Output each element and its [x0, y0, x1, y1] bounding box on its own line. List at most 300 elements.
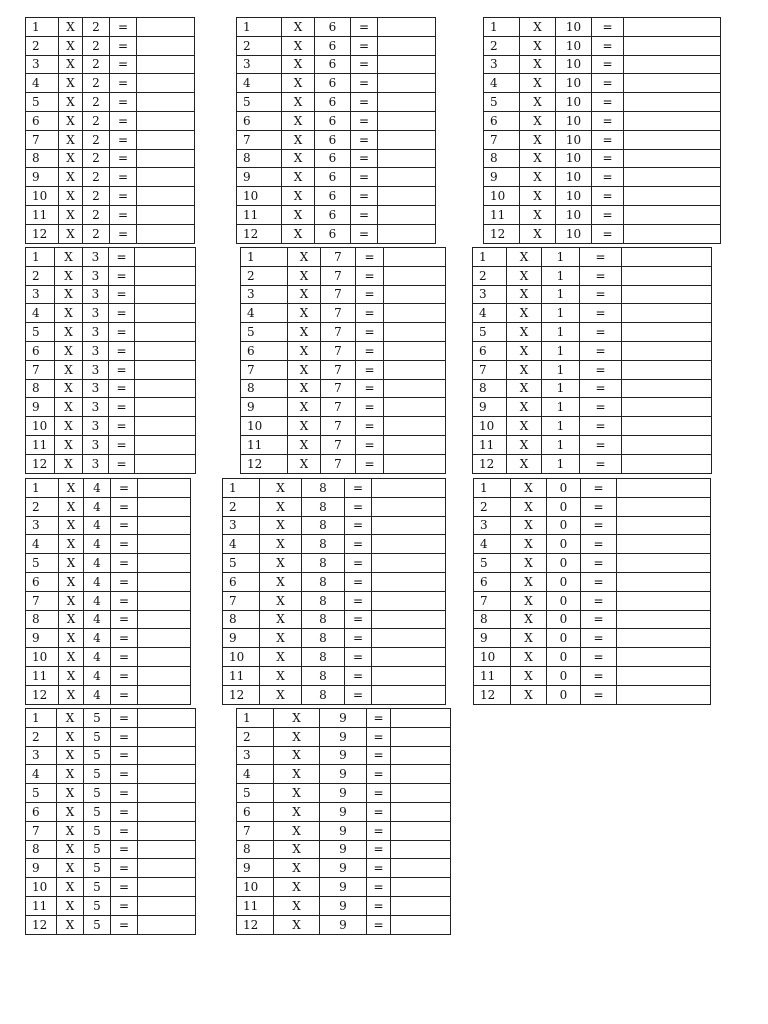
- answer-cell[interactable]: [135, 417, 196, 436]
- table-row: [241, 417, 446, 436]
- factor-cell: 8: [302, 648, 345, 667]
- answer-cell[interactable]: [622, 285, 712, 304]
- answer-cell[interactable]: [138, 878, 196, 897]
- answer-cell[interactable]: [138, 648, 191, 667]
- answer-cell[interactable]: [624, 149, 721, 168]
- answer-cell[interactable]: [391, 878, 451, 897]
- answer-cell[interactable]: [622, 248, 712, 267]
- multiplicand-cell: 1: [26, 479, 59, 498]
- factor-cell: 1: [542, 323, 580, 342]
- answer-cell[interactable]: [384, 360, 446, 379]
- answer-cell[interactable]: [391, 915, 451, 934]
- times-cell: X: [59, 648, 84, 667]
- multiplicand-cell: 7: [237, 821, 274, 840]
- answer-cell[interactable]: [138, 802, 196, 821]
- times-cell: X: [274, 727, 320, 746]
- multiplicand-cell: 9: [26, 859, 57, 878]
- multiplicand-cell: 4: [26, 765, 57, 784]
- times-cell: X: [511, 516, 547, 535]
- table-row: [26, 915, 196, 934]
- answer-cell[interactable]: [378, 18, 436, 37]
- table-row: [473, 417, 712, 436]
- answer-cell[interactable]: [384, 435, 446, 454]
- times-cell: X: [55, 323, 83, 342]
- answer-cell[interactable]: [378, 187, 436, 206]
- answer-cell[interactable]: [378, 36, 436, 55]
- answer-cell[interactable]: [378, 130, 436, 149]
- equals-cell: =: [580, 285, 622, 304]
- factor-cell: 6: [315, 74, 351, 93]
- answer-cell[interactable]: [138, 859, 196, 878]
- factor-cell: 2: [83, 168, 110, 187]
- answer-cell[interactable]: [624, 187, 721, 206]
- answer-cell[interactable]: [624, 93, 721, 112]
- answer-cell[interactable]: [138, 629, 191, 648]
- table-row: [474, 516, 711, 535]
- answer-cell[interactable]: [378, 93, 436, 112]
- table-row: [241, 266, 446, 285]
- answer-cell[interactable]: [137, 111, 195, 130]
- answer-cell[interactable]: [384, 304, 446, 323]
- answer-cell[interactable]: [378, 111, 436, 130]
- equals-cell: =: [111, 666, 138, 685]
- answer-cell[interactable]: [372, 479, 446, 498]
- times-cell: X: [260, 610, 302, 629]
- equals-cell: =: [110, 168, 137, 187]
- factor-cell: 9: [320, 784, 367, 803]
- factor-cell: 8: [302, 685, 345, 704]
- table-row: [26, 18, 195, 37]
- answer-cell[interactable]: [372, 554, 446, 573]
- multiplicand-cell: 6: [26, 111, 59, 130]
- multiplicand-cell: 12: [474, 685, 511, 704]
- times-table: [25, 478, 191, 705]
- equals-cell: =: [109, 285, 135, 304]
- times-cell: X: [55, 379, 83, 398]
- times-cell: X: [520, 55, 556, 74]
- table-row: [237, 149, 436, 168]
- multiplicand-cell: 2: [474, 497, 511, 516]
- answer-cell[interactable]: [624, 205, 721, 224]
- table-row: [484, 224, 721, 243]
- answer-cell[interactable]: [624, 55, 721, 74]
- multiplicand-cell: 7: [473, 360, 507, 379]
- answer-cell[interactable]: [624, 168, 721, 187]
- factor-cell: 2: [83, 55, 110, 74]
- answer-cell[interactable]: [624, 130, 721, 149]
- answer-cell[interactable]: [138, 516, 191, 535]
- equals-cell: =: [580, 323, 622, 342]
- answer-cell[interactable]: [137, 205, 195, 224]
- answer-cell[interactable]: [135, 454, 196, 473]
- answer-cell[interactable]: [135, 266, 196, 285]
- answer-cell[interactable]: [138, 765, 196, 784]
- times-cell: X: [57, 859, 84, 878]
- factor-cell: 6: [315, 55, 351, 74]
- answer-cell[interactable]: [622, 360, 712, 379]
- answer-cell[interactable]: [617, 610, 711, 629]
- times-cell: X: [274, 746, 320, 765]
- times-cell: X: [55, 304, 83, 323]
- table-row: [484, 130, 721, 149]
- answer-cell[interactable]: [137, 36, 195, 55]
- answer-cell[interactable]: [135, 323, 196, 342]
- multiplicand-cell: 7: [26, 130, 59, 149]
- multiplicand-cell: 3: [26, 285, 55, 304]
- times-cell: X: [260, 629, 302, 648]
- times-table: [25, 17, 195, 244]
- multiplicand-cell: 3: [473, 285, 507, 304]
- times-cell: X: [274, 784, 320, 803]
- equals-cell: =: [592, 93, 624, 112]
- answer-cell[interactable]: [622, 323, 712, 342]
- equals-cell: =: [351, 74, 378, 93]
- answer-cell[interactable]: [372, 497, 446, 516]
- table-row: [484, 93, 721, 112]
- answer-cell[interactable]: [372, 685, 446, 704]
- times-cell: X: [57, 727, 84, 746]
- table-row: [26, 398, 196, 417]
- answer-cell[interactable]: [617, 497, 711, 516]
- equals-cell: =: [367, 802, 391, 821]
- answer-cell[interactable]: [391, 746, 451, 765]
- multiplicand-cell: 8: [223, 610, 260, 629]
- answer-cell[interactable]: [384, 417, 446, 436]
- factor-cell: 8: [302, 554, 345, 573]
- answer-cell[interactable]: [137, 18, 195, 37]
- answer-cell[interactable]: [378, 168, 436, 187]
- equals-cell: =: [110, 18, 137, 37]
- factor-cell: 7: [321, 323, 356, 342]
- times-cell: X: [288, 379, 321, 398]
- table-row: [26, 435, 196, 454]
- equals-cell: =: [581, 666, 617, 685]
- equals-cell: =: [110, 36, 137, 55]
- answer-cell[interactable]: [384, 379, 446, 398]
- factor-cell: 1: [542, 454, 580, 473]
- factor-cell: 10: [556, 205, 592, 224]
- factor-cell: 3: [83, 304, 109, 323]
- equals-cell: =: [111, 765, 138, 784]
- answer-cell[interactable]: [135, 398, 196, 417]
- multiplicand-cell: 12: [26, 685, 59, 704]
- multiplicand-cell: 5: [473, 323, 507, 342]
- table-row: [237, 168, 436, 187]
- table-row: [26, 36, 195, 55]
- answer-cell[interactable]: [135, 304, 196, 323]
- times-table: [472, 247, 712, 474]
- answer-cell[interactable]: [137, 224, 195, 243]
- factor-cell: 5: [84, 878, 111, 897]
- answer-cell[interactable]: [391, 821, 451, 840]
- answer-cell[interactable]: [617, 479, 711, 498]
- answer-cell[interactable]: [617, 629, 711, 648]
- multiplicand-cell: 8: [26, 840, 57, 859]
- table-row: [26, 497, 191, 516]
- answer-cell[interactable]: [391, 840, 451, 859]
- equals-cell: =: [592, 55, 624, 74]
- times-cell: X: [59, 479, 84, 498]
- answer-cell[interactable]: [622, 379, 712, 398]
- answer-cell[interactable]: [135, 435, 196, 454]
- answer-cell[interactable]: [138, 821, 196, 840]
- times-cell: X: [57, 840, 84, 859]
- answer-cell[interactable]: [617, 516, 711, 535]
- multiplicand-cell: 3: [484, 55, 520, 74]
- table-row: [237, 55, 436, 74]
- times-cell: X: [520, 36, 556, 55]
- multiplicand-cell: 11: [237, 205, 282, 224]
- times-cell: X: [288, 323, 321, 342]
- equals-cell: =: [110, 187, 137, 206]
- answer-cell[interactable]: [617, 648, 711, 667]
- answer-cell[interactable]: [372, 610, 446, 629]
- equals-cell: =: [109, 417, 135, 436]
- times-cell: X: [55, 398, 83, 417]
- answer-cell[interactable]: [138, 535, 191, 554]
- times-cell: X: [507, 435, 542, 454]
- equals-cell: =: [111, 878, 138, 897]
- answer-cell[interactable]: [138, 840, 196, 859]
- factor-cell: 7: [321, 435, 356, 454]
- answer-cell[interactable]: [624, 224, 721, 243]
- times-table: [25, 708, 196, 935]
- answer-cell[interactable]: [622, 417, 712, 436]
- times-cell: X: [59, 591, 84, 610]
- table-row: [484, 205, 721, 224]
- answer-cell[interactable]: [391, 727, 451, 746]
- multiplicand-cell: 6: [473, 341, 507, 360]
- answer-cell[interactable]: [138, 709, 196, 728]
- equals-cell: =: [581, 610, 617, 629]
- equals-cell: =: [592, 111, 624, 130]
- answer-cell[interactable]: [137, 130, 195, 149]
- times-cell: X: [59, 610, 84, 629]
- table-row: [26, 130, 195, 149]
- answer-cell[interactable]: [622, 454, 712, 473]
- answer-cell[interactable]: [137, 149, 195, 168]
- answer-cell[interactable]: [138, 610, 191, 629]
- factor-cell: 6: [315, 187, 351, 206]
- answer-cell[interactable]: [624, 111, 721, 130]
- answer-cell[interactable]: [622, 435, 712, 454]
- multiplicand-cell: 9: [26, 398, 55, 417]
- answer-cell[interactable]: [372, 666, 446, 685]
- multiplicand-cell: 12: [237, 224, 282, 243]
- multiplicand-cell: 1: [223, 479, 260, 498]
- answer-cell[interactable]: [137, 74, 195, 93]
- answer-cell[interactable]: [138, 572, 191, 591]
- times-cell: X: [57, 709, 84, 728]
- equals-cell: =: [367, 727, 391, 746]
- multiplicand-cell: 12: [237, 915, 274, 934]
- answer-cell[interactable]: [137, 93, 195, 112]
- multiplicand-cell: 6: [237, 111, 282, 130]
- answer-cell[interactable]: [372, 535, 446, 554]
- multiplicand-cell: 8: [241, 379, 288, 398]
- multiplicand-cell: 7: [484, 130, 520, 149]
- factor-cell: 9: [320, 840, 367, 859]
- answer-cell[interactable]: [138, 666, 191, 685]
- answer-cell[interactable]: [137, 187, 195, 206]
- table-row: [484, 187, 721, 206]
- answer-cell[interactable]: [135, 248, 196, 267]
- answer-cell[interactable]: [617, 535, 711, 554]
- factor-cell: 4: [84, 629, 111, 648]
- answer-cell[interactable]: [622, 304, 712, 323]
- answer-cell[interactable]: [138, 915, 196, 934]
- answer-cell[interactable]: [624, 18, 721, 37]
- equals-cell: =: [345, 479, 372, 498]
- answer-cell[interactable]: [138, 497, 191, 516]
- factor-cell: 1: [542, 417, 580, 436]
- equals-cell: =: [580, 435, 622, 454]
- times-cell: X: [507, 341, 542, 360]
- times-cell: X: [507, 398, 542, 417]
- answer-cell[interactable]: [384, 248, 446, 267]
- answer-cell[interactable]: [617, 554, 711, 573]
- answer-cell[interactable]: [138, 554, 191, 573]
- times-cell: X: [260, 648, 302, 667]
- equals-cell: =: [345, 516, 372, 535]
- answer-cell[interactable]: [137, 168, 195, 187]
- multiplicand-cell: 10: [223, 648, 260, 667]
- answer-cell[interactable]: [138, 591, 191, 610]
- answer-cell[interactable]: [138, 685, 191, 704]
- answer-cell[interactable]: [384, 341, 446, 360]
- times-cell: X: [57, 784, 84, 803]
- times-cell: X: [59, 93, 83, 112]
- factor-cell: 2: [83, 187, 110, 206]
- answer-cell[interactable]: [391, 784, 451, 803]
- table-row: [484, 18, 721, 37]
- answer-cell[interactable]: [384, 454, 446, 473]
- answer-cell[interactable]: [138, 784, 196, 803]
- answer-cell[interactable]: [391, 802, 451, 821]
- equals-cell: =: [356, 398, 384, 417]
- answer-cell[interactable]: [617, 591, 711, 610]
- answer-cell[interactable]: [372, 591, 446, 610]
- factor-cell: 4: [84, 535, 111, 554]
- answer-cell[interactable]: [372, 516, 446, 535]
- answer-cell[interactable]: [137, 55, 195, 74]
- times-cell: X: [288, 304, 321, 323]
- times-cell: X: [520, 18, 556, 37]
- answer-cell[interactable]: [622, 266, 712, 285]
- answer-cell[interactable]: [622, 341, 712, 360]
- table-row: [473, 285, 712, 304]
- answer-cell[interactable]: [391, 859, 451, 878]
- answer-cell[interactable]: [617, 666, 711, 685]
- times-cell: X: [260, 591, 302, 610]
- answer-cell[interactable]: [378, 74, 436, 93]
- answer-cell[interactable]: [617, 572, 711, 591]
- equals-cell: =: [109, 435, 135, 454]
- multiplicand-cell: 1: [237, 709, 274, 728]
- factor-cell: 2: [83, 93, 110, 112]
- multiplicand-cell: 11: [26, 666, 59, 685]
- answer-cell[interactable]: [378, 149, 436, 168]
- answer-cell[interactable]: [384, 323, 446, 342]
- multiplicand-cell: 2: [223, 497, 260, 516]
- multiplicand-cell: 6: [474, 572, 511, 591]
- table-row: [26, 168, 195, 187]
- answer-cell[interactable]: [138, 479, 191, 498]
- answer-cell[interactable]: [384, 398, 446, 417]
- answer-cell[interactable]: [384, 266, 446, 285]
- answer-cell[interactable]: [378, 205, 436, 224]
- equals-cell: =: [109, 341, 135, 360]
- factor-cell: 0: [547, 554, 581, 573]
- answer-cell[interactable]: [135, 285, 196, 304]
- answer-cell[interactable]: [384, 285, 446, 304]
- table-row: [26, 666, 191, 685]
- equals-cell: =: [111, 554, 138, 573]
- answer-cell[interactable]: [138, 727, 196, 746]
- multiplicand-cell: 10: [26, 417, 55, 436]
- equals-cell: =: [367, 878, 391, 897]
- times-cell: X: [59, 168, 83, 187]
- factor-cell: 8: [302, 497, 345, 516]
- times-cell: X: [59, 666, 84, 685]
- times-cell: X: [260, 666, 302, 685]
- answer-cell[interactable]: [624, 74, 721, 93]
- answer-cell[interactable]: [138, 896, 196, 915]
- table-row: [26, 685, 191, 704]
- equals-cell: =: [111, 572, 138, 591]
- times-cell: X: [507, 285, 542, 304]
- answer-cell[interactable]: [372, 572, 446, 591]
- times-cell: X: [59, 516, 84, 535]
- multiplicand-cell: 5: [241, 323, 288, 342]
- answer-cell[interactable]: [135, 360, 196, 379]
- equals-cell: =: [111, 516, 138, 535]
- answer-cell[interactable]: [372, 648, 446, 667]
- answer-cell[interactable]: [378, 55, 436, 74]
- table-row: [484, 111, 721, 130]
- answer-cell[interactable]: [138, 746, 196, 765]
- answer-cell[interactable]: [372, 629, 446, 648]
- table-row: [473, 435, 712, 454]
- times-cell: X: [282, 130, 315, 149]
- factor-cell: 0: [547, 497, 581, 516]
- times-cell: X: [288, 454, 321, 473]
- equals-cell: =: [351, 93, 378, 112]
- answer-cell[interactable]: [391, 709, 451, 728]
- answer-cell[interactable]: [135, 379, 196, 398]
- multiplicand-cell: 4: [237, 74, 282, 93]
- factor-cell: 8: [302, 629, 345, 648]
- multiplicand-cell: 9: [474, 629, 511, 648]
- answer-cell[interactable]: [624, 36, 721, 55]
- factor-cell: 2: [83, 36, 110, 55]
- multiplicand-cell: 9: [241, 398, 288, 417]
- table-row: [26, 111, 195, 130]
- answer-cell[interactable]: [617, 685, 711, 704]
- equals-cell: =: [111, 629, 138, 648]
- table-row: [241, 285, 446, 304]
- times-cell: X: [507, 304, 542, 323]
- answer-cell[interactable]: [378, 224, 436, 243]
- answer-cell[interactable]: [135, 341, 196, 360]
- multiplicand-cell: 6: [237, 802, 274, 821]
- answer-cell[interactable]: [391, 765, 451, 784]
- equals-cell: =: [345, 572, 372, 591]
- equals-cell: =: [351, 55, 378, 74]
- answer-cell[interactable]: [391, 896, 451, 915]
- times-cell: X: [511, 629, 547, 648]
- answer-cell[interactable]: [622, 398, 712, 417]
